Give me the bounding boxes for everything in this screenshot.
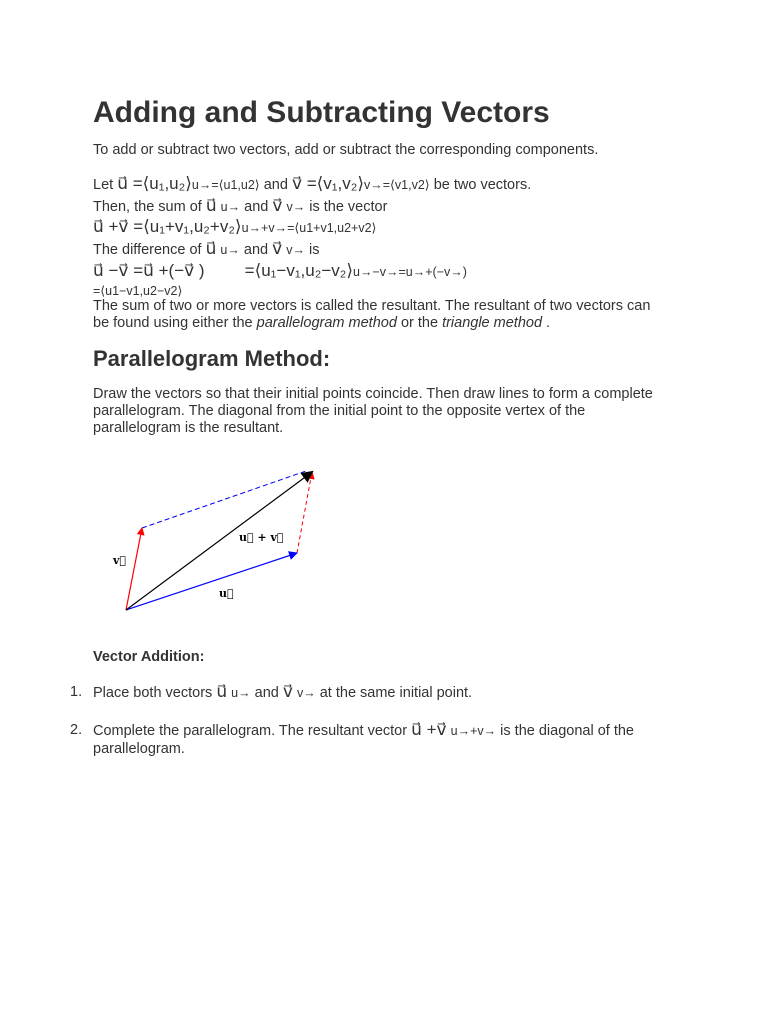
diff-formula-left: u⃗ −v⃗ =u⃗ +(−v⃗ ) bbox=[93, 261, 205, 280]
sum-formula bbox=[93, 218, 376, 237]
u-vector-alt: u→ bbox=[220, 243, 240, 257]
v-vector: v⃗ bbox=[272, 239, 283, 258]
u-definition-alt: u→=⟨u1,u2⟩ bbox=[191, 178, 260, 192]
parallelogram-method-term: parallelogram method bbox=[256, 315, 397, 331]
and-word: and bbox=[244, 199, 269, 215]
v-vector: v⃗ bbox=[282, 682, 293, 701]
step-tail: at the same initial point. bbox=[319, 685, 473, 701]
let-tail: be two vectors. bbox=[433, 177, 532, 193]
period: . bbox=[546, 315, 551, 331]
list-number: 2. bbox=[70, 722, 83, 738]
or-the: or the bbox=[400, 315, 439, 331]
and-word: and bbox=[254, 685, 279, 701]
difference-formula bbox=[93, 262, 467, 281]
page-title: Adding and Subtracting Vectors bbox=[93, 96, 550, 129]
v-vector-alt: v→ bbox=[286, 243, 305, 257]
list-number: 1. bbox=[70, 684, 83, 700]
u-vector-alt: u→ bbox=[220, 200, 241, 214]
u-vector: u⃗ bbox=[216, 682, 228, 701]
sum-formula-alt: u→+v→=⟨u1+v1,u2+v2⟩ bbox=[241, 221, 377, 235]
v-vector-alt: v→ bbox=[296, 686, 316, 700]
triangle-method-term: triangle method bbox=[442, 315, 543, 331]
vector-v-arrow bbox=[126, 528, 142, 610]
v-definition: v⃗ =⟨v₁,v₂⟩ bbox=[291, 174, 364, 193]
label-u: u⃗ bbox=[219, 587, 234, 600]
list-item-text bbox=[93, 721, 668, 758]
resultant-paragraph bbox=[93, 298, 668, 332]
vector-addition-heading: Vector Addition: bbox=[93, 649, 205, 665]
step-text: Place both vectors bbox=[93, 685, 213, 701]
vector-u-arrow bbox=[126, 553, 297, 610]
difference-formula-alt-2: =⟨u1−v1,u2−v2⟩ bbox=[93, 284, 183, 298]
dashed-right-edge bbox=[297, 472, 312, 553]
label-sum: u⃗ + v⃗ bbox=[239, 531, 284, 544]
diff-tail: is bbox=[309, 242, 320, 258]
and-word: and bbox=[243, 242, 269, 258]
difference-line bbox=[93, 240, 319, 259]
parallelogram-diagram bbox=[93, 455, 333, 625]
sum-vector-alt: u→+v→ bbox=[450, 724, 497, 738]
step-tail: is the diagonal of the parallelogram. bbox=[93, 723, 634, 757]
section-paragraph: Draw the vectors so that their initial points coincide. Then draw lines to form a complete parallelogram. The diagonal from the initial point to the opposite vertex of the parallelogram is the resultant. bbox=[93, 386, 653, 436]
v-definition-alt: v→=⟨v1,v2⟩ bbox=[363, 178, 430, 192]
dashed-top-edge bbox=[142, 471, 306, 528]
resultant-text: The sum of two or more vectors is called the resultant. The resultant of two vectors can be found using either the bbox=[93, 298, 651, 331]
u-vector-alt: u→ bbox=[231, 686, 251, 700]
sum-lead: Then, the sum of bbox=[93, 199, 202, 215]
and-word: and bbox=[263, 177, 288, 193]
section-title: Parallelogram Method: bbox=[93, 346, 331, 371]
diff-formula-right: =⟨u₁−v₁,u₂−v₂⟩ bbox=[244, 261, 353, 280]
sum-tail: is the vector bbox=[309, 199, 388, 215]
let-word: Let bbox=[93, 177, 114, 193]
list-item bbox=[70, 683, 670, 701]
sum-vector: u⃗ +v⃗ bbox=[411, 720, 447, 739]
list-item-text bbox=[93, 683, 668, 702]
list-item bbox=[70, 720, 670, 757]
v-vector-alt: v→ bbox=[286, 200, 306, 214]
u-definition: u⃗ =⟨u₁,u₂⟩ bbox=[117, 174, 192, 193]
step-text: Complete the parallelogram. The resultant vector bbox=[93, 723, 408, 739]
label-v: v⃗ bbox=[113, 554, 126, 567]
intro-text: To add or subtract two vectors, add or subtract the corresponding components. bbox=[93, 142, 599, 158]
diff-lead: The difference of bbox=[93, 242, 202, 258]
u-vector: u⃗ bbox=[205, 239, 217, 258]
u-vector: u⃗ bbox=[205, 196, 217, 215]
diff-formula-alt: u→−v→=u→+(−v→) bbox=[353, 265, 467, 279]
sum-formula-math: u⃗ +v⃗ =⟨u₁+v₁,u₂+v₂⟩ bbox=[93, 217, 242, 236]
let-line bbox=[93, 175, 531, 194]
sum-line bbox=[93, 197, 387, 216]
v-vector: v⃗ bbox=[272, 196, 283, 215]
